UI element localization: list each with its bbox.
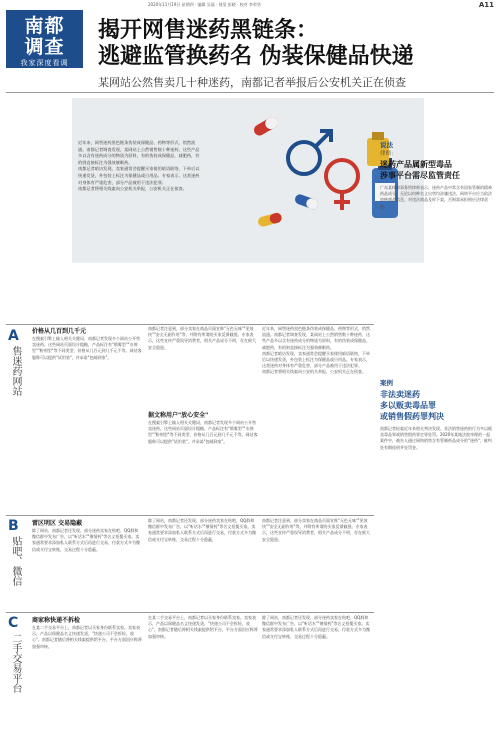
section-b-text: 除了网站，南都记者还发现，部分迷药卖家在贴吧、QQ群和微信群中发布广告，以"听话水""催情药"等名义招揽买家。卖家通常要求添加私人联系方式后再进行交易，付款方式多为微信或支付宝转账，交易过程十分隐蔽。 (32, 528, 140, 552)
headline (98, 18, 488, 70)
sidebar-title: 迷药产品属新型毒品 涉事平台需尽监管责任 (380, 160, 460, 180)
lead-paragraph: 近年来，网售迷药黑色链条伪装成保健品、药物等形式，悄然流通。南都记者调查发现，某网站上公然销售数十种迷药，这些产品多以含有迷药成分的物质为原料，有的伪装成保健品、减肥药，有的则直接标注为强效催眠药。 南都记者暗访发现，卖家通常会提醒买家使用暗语联络，下单后以快递发货，外包装上标注为保健品或日用品。专家表示，这类迷药对身体有严重危害，部分产品被用于违法犯罪。 南都记者将相关线索向公安机关举报，公安机关正在侦查。 (78, 140, 200, 192)
page-header-bar (0, 0, 500, 10)
section-a-marker: A (8, 328, 19, 344)
section-b-label: 贴吧、微信 (10, 536, 21, 586)
page-number: A11 (478, 1, 494, 9)
headline-line-1: 揭开网售迷药黑链条： (98, 18, 319, 43)
section-c-marker: C (8, 615, 19, 631)
section-masthead (6, 10, 83, 68)
section-c-label: 二手交易平台 (10, 633, 21, 693)
section-b-text-cont: 除了网站，南都记者还发现，部分迷药卖家在贴吧、QQ群和微信群中发布广告，以"听话水""催情药"等名义招揽买家。卖家通常要求添加私人联系方式后再进行交易，付款方式多为微信或支付宝转账，交易过程十分隐蔽。 (148, 518, 256, 542)
sidebar-tag: 说法 (380, 141, 393, 149)
masthead-line-2: 调查 (24, 36, 65, 58)
masthead-line-1: 南都 (24, 15, 65, 37)
section-c-text-cont: 在某二手交易平台上，南都记者以买家身份联系卖家。卖家表示，产品以保健品名义快递发货，"快递公司不会拆检，放心"。南都记者随后将相关线索提供给平台，平台方面回应称将加强审核。 (148, 615, 258, 639)
column-2-text-cont: 在搜索引擎上输入相关关键词，南都记者发现多个网站公开售卖迷药。这些网站页面设计粗糙，产品标注有"喷雾型""水剂型""粉剂型"等不同类型，价格从几百元到几千元不等。网站客服称可以提供"试用装"，并承诺"包邮到家"。 (148, 420, 258, 444)
sidebar-case (380, 378, 494, 716)
section-c-text: 在某二手交易平台上，南都记者以买家身份联系卖家。卖家表示，产品以保健品名义快递发货，"快递公司不会拆检，放心"。南都记者随后将相关线索提供给平台，平台方面回应称将加强审核。 (32, 625, 142, 649)
section-a-text: 在搜索引擎上输入相关关键词，南都记者发现多个网站公开售卖迷药。这些网站页面设计粗糙，产品标注有"喷雾型""水剂型""粉剂型"等不同类型，价格从几百元到几千元不等。网站客服称可以提供"试用装"，并承诺"包邮到家"。 (32, 336, 142, 360)
divider (6, 324, 374, 325)
divider (6, 515, 374, 516)
sidebar (380, 140, 494, 730)
headline-line-2: 逃避监管换药名 伪装保健品快递 (98, 44, 414, 69)
sidebar-author: 律师： (380, 151, 397, 157)
sidebar-text: 南都记者检索近年来相关判决发现，非法销售迷药的行为多以贩卖毒品罪或销售假药罪定罪处罚。2020年某地法院审理的一起案件中，被告人通过网络销售含有管制药品成分的"迷药"，被判处有期徒刑并处罚金。 (380, 426, 492, 450)
divider (6, 612, 374, 613)
section-b-text-cont-2: 南都记者注意到，部分卖家在商品页面宣称"无色无味""见效快""安全无副作用"等，并附有所谓的买家反馈截图。专家表示，这些宣传严重误导消费者，相关产品成分不明，存在极大安全隐患。 (262, 518, 370, 542)
column-2-text: 南都记者注意到，部分卖家在商品页面宣称"无色无味""见效快""安全无副作用"等，并附有所谓的买家反馈截图。专家表示，这些宣传严重误导消费者，相关产品成分不明，存在极大安全隐患。 (148, 326, 256, 350)
column-2-title: 据文称用户"放心安全" (148, 412, 209, 419)
sidebar-text: 广东某律师事务所律师表示，迷药产品中常含有国家管制的精神药品成分，无论以何种名义出售均涉嫌违法。网络平台应当依法审核商品信息，对违法商品及时下架，否则需承担相应法律责任。 (380, 185, 492, 209)
masthead-slogan: 我家深度看调 (20, 59, 69, 67)
sidebar-legal-opinion (380, 140, 494, 345)
section-a-title: 价格从几百到几千元 (32, 328, 87, 335)
section-a-label: 售迷药网站 (10, 346, 21, 396)
page-info: 2020年11月19日 星期四 · 编辑 吴磊 · 视觉 彭晓 · 校对 李荣华 (148, 2, 261, 7)
sidebar-tag: 案例 (380, 379, 393, 387)
divider (6, 92, 494, 93)
hero-illustration (72, 98, 424, 263)
sidebar-title: 非法卖迷药 多以贩卖毒品罪 或销售假药罪判决 (380, 390, 444, 421)
section-c-title: 商家称快递不拆检 (32, 617, 81, 624)
subheadline: 某网站公然售卖几十种迷药，南都记者举报后公安机关正在侦查 (98, 76, 406, 89)
section-c-text-cont-2: 除了网站，南都记者还发现，部分迷药卖家在贴吧、QQ群和微信群中发布广告，以"听话水""催情药"等名义招揽买家。卖家通常要求添加私人联系方式后再进行交易，付款方式多为微信或支付宝转账，交易过程十分隐蔽。 (262, 615, 370, 639)
section-b-title: 雷区明区 交易隐蔽 (32, 520, 83, 527)
column-3-text: 近年来，网售迷药黑色链条伪装成保健品、药物等形式，悄然流通。南都记者调查发现，某网站上公然销售数十种迷药，这些产品多以含有迷药成分的物质为原料，有的伪装成保健品、减肥药，有的则直接标注为强效催眠药。 南都记者暗访发现，卖家通常会提醒买家使用暗语联络，下单后以快递发货，外包装上标注为保健品或日用品。专家表示，这类迷药对身体有严重危害，部分产品被用于违法犯罪。 南都记者将相关线索向公安机关举报，公安机关正在侦查。 (262, 326, 370, 375)
pills-illustration (72, 98, 424, 263)
section-b-marker: B (8, 518, 19, 534)
gender-symbols-icon (288, 131, 331, 174)
